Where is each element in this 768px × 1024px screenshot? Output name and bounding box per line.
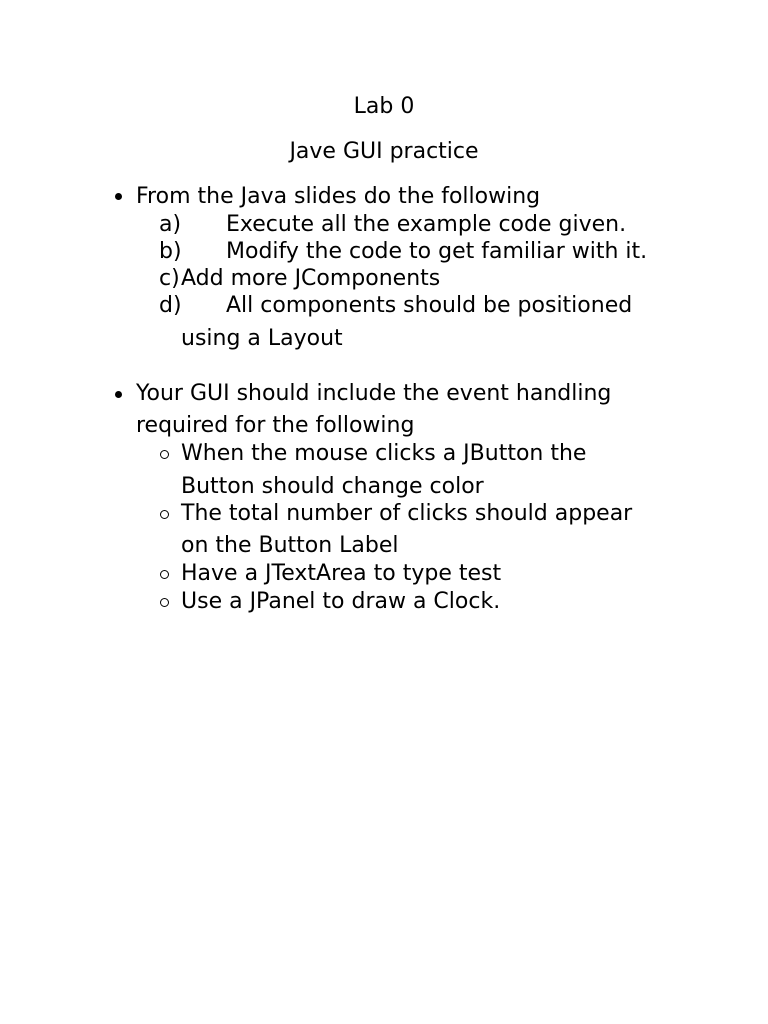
bullet-circle-icon	[160, 570, 169, 579]
section1-intro: From the Java slides do the following	[136, 184, 541, 209]
bullet-circle-icon	[160, 598, 169, 607]
sub-item-text: Use a JPanel to draw a Clock.	[181, 589, 501, 614]
list-item-text: Add more JComponents	[181, 266, 441, 291]
page-title: Lab 0	[353, 94, 415, 119]
sub-item-continuation: on the Button Label	[181, 533, 399, 558]
sub-item-text: The total number of clicks should appear	[181, 501, 633, 526]
sub-item-text: Have a JTextArea to type test	[181, 561, 502, 586]
list-item-marker: c)	[159, 266, 180, 291]
list-item-marker: d)	[159, 293, 182, 318]
section2-intro-line2: required for the following	[136, 413, 415, 438]
list-item-text: Execute all the example code given.	[226, 212, 627, 237]
page-subtitle: Jave GUI practice	[289, 139, 479, 164]
bullet-circle-icon	[160, 510, 169, 519]
section2-intro-line1: Your GUI should include the event handling	[136, 381, 612, 406]
list-item-marker: a)	[159, 212, 182, 237]
list-item-text: All components should be positioned	[226, 293, 633, 318]
sub-item-continuation: Button should change color	[181, 474, 484, 499]
list-item-text: Modify the code to get familiar with it.	[226, 239, 648, 264]
list-item-continuation: using a Layout	[181, 326, 343, 351]
bullet-circle-icon	[160, 450, 169, 459]
bullet-dot-icon	[115, 391, 122, 398]
list-item-marker: b)	[159, 239, 182, 264]
bullet-dot-icon	[115, 193, 122, 200]
sub-item-text: When the mouse clicks a JButton the	[181, 441, 587, 466]
